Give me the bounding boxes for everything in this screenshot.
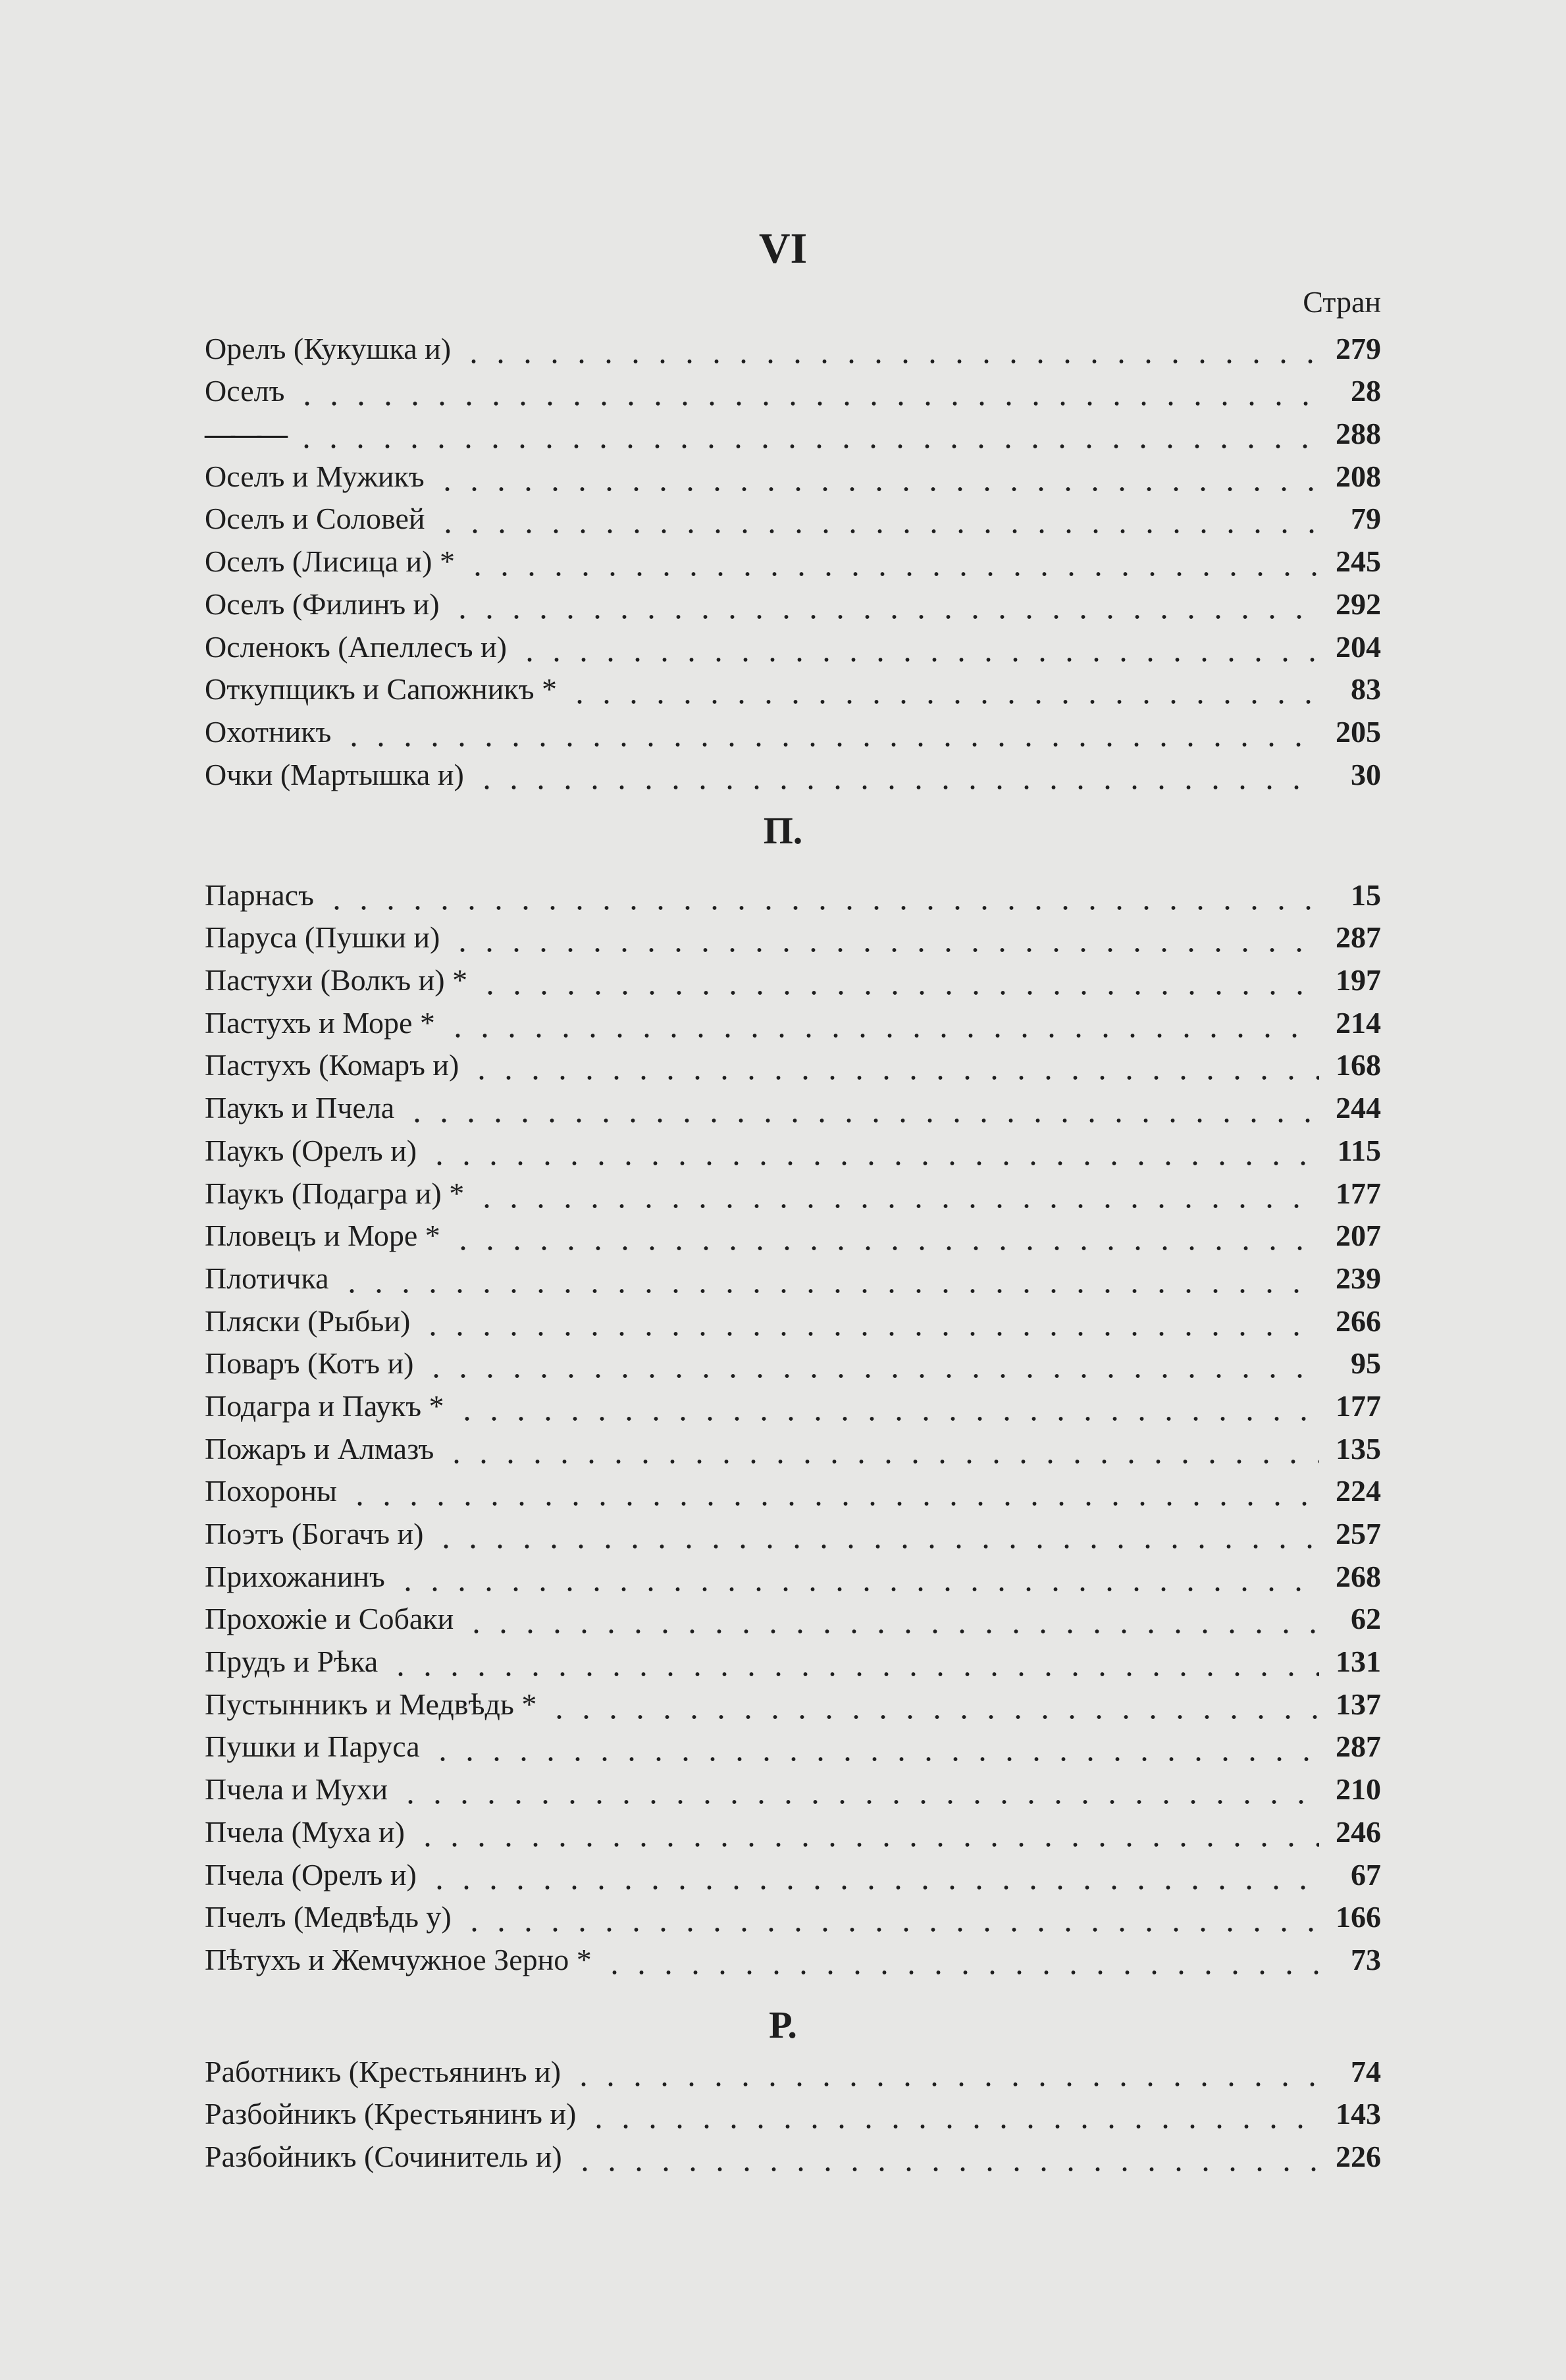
dot-leader bbox=[394, 1558, 1319, 1595]
dot-leader bbox=[450, 1217, 1319, 1254]
index-entry bbox=[205, 1680, 1381, 1723]
index-entry bbox=[205, 1382, 1381, 1425]
entry-title: Охотникъ bbox=[205, 714, 332, 749]
dot-leader bbox=[444, 1005, 1319, 1042]
index-entry bbox=[205, 1254, 1381, 1297]
entry-page-number: 177 bbox=[1336, 1388, 1381, 1423]
index-entry bbox=[205, 2048, 1381, 2090]
index-entry bbox=[205, 1042, 1381, 1084]
entry-title: Орелъ (Кукушка и) bbox=[205, 331, 452, 365]
index-entries bbox=[205, 871, 1381, 1978]
entry-page-number: 208 bbox=[1336, 459, 1381, 493]
entry-title: Разбойникъ (Сочинитель и) bbox=[205, 2140, 562, 2174]
entry-page-number: 15 bbox=[1351, 878, 1381, 912]
dot-leader bbox=[473, 1175, 1319, 1212]
dot-leader bbox=[449, 919, 1319, 956]
index-entry bbox=[205, 623, 1381, 666]
dot-leader bbox=[434, 500, 1320, 537]
entry-page-number: 214 bbox=[1336, 1005, 1381, 1040]
entry-page-number: 226 bbox=[1336, 2140, 1381, 2174]
entry-page-number: 168 bbox=[1336, 1048, 1381, 1082]
entry-title: Пустынникъ и Медвѣдь * bbox=[205, 1687, 537, 1721]
entry-title: Пчела (Орелъ и) bbox=[205, 1857, 417, 1891]
index-entry bbox=[205, 751, 1381, 793]
entry-page-number: 288 bbox=[1336, 417, 1381, 451]
entry-title: Откупщикъ и Сапожникъ * bbox=[205, 672, 558, 706]
dot-leader bbox=[404, 1090, 1319, 1126]
entry-title: Прихожанинъ bbox=[205, 1559, 385, 1593]
ditto-dash: ——— bbox=[205, 417, 284, 451]
entry-title: Плотичка bbox=[205, 1261, 329, 1295]
index-entry bbox=[205, 537, 1381, 580]
entry-title: Пожаръ и Алмазъ bbox=[205, 1431, 434, 1466]
entry-title: Пловецъ и Море * bbox=[205, 1219, 440, 1253]
index-entries bbox=[205, 325, 1381, 793]
dot-leader bbox=[323, 877, 1319, 914]
entry-page-number: 115 bbox=[1337, 1133, 1381, 1167]
dot-leader bbox=[460, 331, 1319, 367]
dot-leader bbox=[423, 1345, 1319, 1382]
entry-title: Оселъ (Филинъ и) bbox=[205, 587, 440, 621]
entry-title: Прохожіе и Собаки bbox=[205, 1602, 454, 1636]
section-heading: Р. bbox=[769, 2003, 797, 2046]
entry-page-number: 73 bbox=[1351, 1942, 1381, 1976]
entry-page-number: 239 bbox=[1336, 1261, 1381, 1295]
dot-leader bbox=[443, 1431, 1319, 1468]
index-entry bbox=[205, 1723, 1381, 1766]
section-heading: П. bbox=[763, 809, 803, 852]
index-entry bbox=[205, 580, 1381, 623]
dot-leader bbox=[397, 1771, 1319, 1808]
dot-leader bbox=[571, 2138, 1319, 2175]
entry-page-number: 177 bbox=[1336, 1176, 1381, 1210]
dot-leader bbox=[419, 1303, 1319, 1340]
entry-title: Оселъ (Лисица и) * bbox=[205, 544, 455, 579]
entry-page-number: 166 bbox=[1336, 1900, 1381, 1934]
entry-title: Пастухъ (Комаръ и) bbox=[205, 1048, 459, 1082]
dot-leader bbox=[346, 1473, 1319, 1510]
index-entry bbox=[205, 1595, 1381, 1638]
index-entry bbox=[205, 1936, 1381, 1978]
entry-title: Очки (Мартышка и) bbox=[205, 757, 464, 791]
entry-title: Разбойникъ (Крестьянинъ и) bbox=[205, 2097, 577, 2131]
entry-title: Прудъ и Рѣка bbox=[205, 1645, 378, 1679]
index-entry bbox=[205, 1126, 1381, 1169]
dot-leader bbox=[294, 373, 1319, 410]
index-entry bbox=[205, 2090, 1381, 2133]
dot-leader bbox=[293, 415, 1319, 452]
index-entry bbox=[205, 1637, 1381, 1680]
entry-page-number: 79 bbox=[1351, 502, 1381, 536]
entry-title: Оселъ bbox=[205, 374, 285, 408]
index-entry bbox=[205, 1297, 1381, 1340]
index-entry bbox=[205, 1765, 1381, 1808]
index-entry bbox=[205, 956, 1381, 999]
index-entry bbox=[205, 1552, 1381, 1595]
entry-title: Паруса (Пушки и) bbox=[205, 920, 440, 955]
entry-page-number: 67 bbox=[1351, 1857, 1381, 1891]
index-entry bbox=[205, 452, 1381, 495]
entry-page-number: 268 bbox=[1336, 1559, 1381, 1593]
dot-leader bbox=[477, 962, 1319, 999]
entry-page-number: 245 bbox=[1336, 544, 1381, 579]
index-entry bbox=[205, 1084, 1381, 1126]
entry-page-number: 246 bbox=[1336, 1814, 1381, 1849]
dot-leader bbox=[516, 629, 1319, 666]
index-entry bbox=[205, 325, 1381, 367]
dot-leader bbox=[585, 2096, 1319, 2132]
entry-page-number: 287 bbox=[1336, 920, 1381, 955]
entry-title: Пушки и Паруса bbox=[205, 1730, 420, 1764]
index-entry bbox=[205, 410, 1381, 452]
index-entry bbox=[205, 999, 1381, 1042]
dot-leader bbox=[434, 458, 1319, 495]
entry-title: Паукъ (Орелъ и) bbox=[205, 1133, 417, 1167]
entry-title: Пѣтухъ и Жемчужное Зерно * bbox=[205, 1942, 592, 1976]
entry-title: Паукъ и Пчела bbox=[205, 1091, 395, 1125]
index-entry bbox=[205, 1851, 1381, 1893]
entry-page-number: 224 bbox=[1336, 1474, 1381, 1508]
dot-leader bbox=[338, 1260, 1320, 1297]
entry-page-number: 266 bbox=[1336, 1304, 1381, 1338]
entry-title: Подагра и Паукъ * bbox=[205, 1388, 444, 1423]
entry-page-number: 135 bbox=[1336, 1431, 1381, 1466]
entry-page-number: 207 bbox=[1336, 1219, 1381, 1253]
index-entry bbox=[205, 367, 1381, 410]
entry-title: Паукъ (Подагра и) * bbox=[205, 1176, 465, 1210]
entry-title: Похороны bbox=[205, 1474, 337, 1508]
entry-page-number: 197 bbox=[1336, 963, 1381, 997]
entry-page-number: 95 bbox=[1351, 1346, 1381, 1381]
entry-title: Оселъ и Мужикъ bbox=[205, 459, 425, 493]
index-entry bbox=[205, 495, 1381, 538]
dot-leader bbox=[461, 1899, 1319, 1936]
entry-title: Пляски (Рыбьи) bbox=[205, 1304, 411, 1338]
dot-leader bbox=[464, 543, 1319, 580]
dot-leader bbox=[426, 1857, 1319, 1893]
index-entry bbox=[205, 1893, 1381, 1936]
dot-leader bbox=[426, 1132, 1319, 1169]
entry-page-number: 204 bbox=[1336, 629, 1381, 664]
entry-page-number: 244 bbox=[1336, 1091, 1381, 1125]
entry-title: Поэтъ (Богачъ и) bbox=[205, 1517, 424, 1550]
entry-title: Поваръ (Котъ и) bbox=[205, 1346, 414, 1381]
dot-leader bbox=[414, 1814, 1319, 1851]
entry-page-number: 210 bbox=[1336, 1772, 1381, 1807]
dot-leader bbox=[463, 1600, 1319, 1637]
dot-leader bbox=[432, 1516, 1319, 1552]
dot-leader bbox=[570, 2053, 1319, 2090]
dot-leader bbox=[601, 1942, 1319, 1978]
index-entry bbox=[205, 1468, 1381, 1510]
entry-title: Пчела (Муха и) bbox=[205, 1814, 405, 1849]
entry-page-number: 257 bbox=[1336, 1517, 1381, 1550]
index-entry bbox=[205, 914, 1381, 957]
dot-leader bbox=[468, 1047, 1319, 1084]
dot-leader bbox=[566, 671, 1319, 708]
entry-page-number: 287 bbox=[1336, 1730, 1381, 1764]
index-entry bbox=[205, 1169, 1381, 1212]
entry-page-number: 137 bbox=[1336, 1687, 1381, 1721]
entry-title: Пчела и Мухи bbox=[205, 1772, 388, 1807]
dot-leader bbox=[546, 1686, 1319, 1723]
entry-title: Работникъ (Крестьянинъ и) bbox=[205, 2054, 561, 2088]
index-entry bbox=[205, 708, 1381, 751]
entry-title: Оселъ и Соловей bbox=[205, 502, 425, 536]
dot-leader bbox=[473, 756, 1319, 793]
page-column-header: Стран bbox=[1303, 285, 1381, 319]
dot-leader bbox=[429, 1728, 1319, 1765]
entry-title: Пастухъ и Море * bbox=[205, 1005, 435, 1040]
index-entry bbox=[205, 1212, 1381, 1255]
entry-title: Пчелъ (Медвѣдь у) bbox=[205, 1900, 452, 1934]
entry-page-number: 62 bbox=[1351, 1602, 1381, 1636]
entry-page-number: 205 bbox=[1336, 714, 1381, 749]
index-entry bbox=[205, 2132, 1381, 2175]
dot-leader bbox=[449, 586, 1319, 623]
page-number: VI bbox=[758, 225, 808, 273]
entry-page-number: 83 bbox=[1351, 672, 1381, 706]
entry-page-number: 279 bbox=[1336, 331, 1381, 365]
index-entry bbox=[205, 666, 1381, 708]
entry-page-number: 30 bbox=[1351, 757, 1381, 791]
index-entry bbox=[205, 871, 1381, 914]
entry-title: Осленокъ (Апеллесъ и) bbox=[205, 629, 507, 664]
index-entry bbox=[205, 1425, 1381, 1468]
index-entry bbox=[205, 1340, 1381, 1383]
entry-page-number: 292 bbox=[1336, 587, 1381, 621]
entry-page-number: 143 bbox=[1336, 2097, 1381, 2131]
entry-page-number: 28 bbox=[1351, 374, 1381, 408]
entry-page-number: 74 bbox=[1351, 2054, 1381, 2088]
entry-title: Парнасъ bbox=[205, 878, 314, 912]
entry-title: Пастухи (Волкъ и) * bbox=[205, 963, 468, 997]
dot-leader bbox=[454, 1388, 1319, 1425]
index-entry bbox=[205, 1510, 1381, 1552]
entry-page-number: 131 bbox=[1336, 1645, 1381, 1679]
index-entries bbox=[205, 2048, 1381, 2175]
dot-leader bbox=[340, 714, 1319, 751]
dot-leader bbox=[387, 1643, 1319, 1680]
index-entry bbox=[205, 1808, 1381, 1851]
